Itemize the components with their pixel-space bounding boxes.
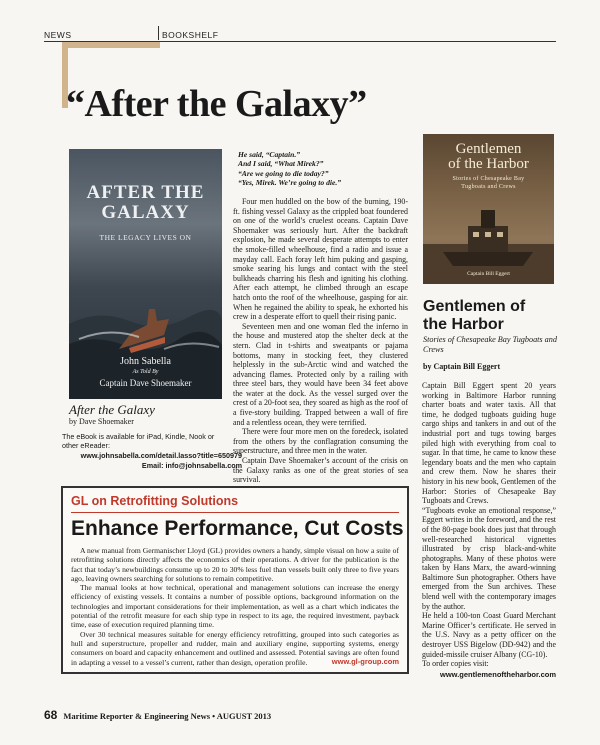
harbor-paragraph: Captain Bill Eggert spent 20 years working in Baltimore Harbor running charter boats and water taxis. All that time, he dodged tugboats guiding huge cargo ships and tankers in and out of the industrial port and tugs towing barges piled high with everything from coal to sugar. In that time, he came to know these legendary boats and the men who captain and crew them. Now he shares their history in his new book, Gentlemen of the Harbor: Stories of Chesapeake Bay Tugboats and Crews. (422, 381, 556, 506)
cover-author1: John Sabella (120, 356, 171, 367)
opening-quote (238, 150, 408, 188)
quote-line: “Yes, Mirek. We’re going to die.” (238, 178, 342, 188)
gl-body (71, 546, 399, 667)
harbor-title-line2: the Harbor (423, 316, 504, 333)
harbor-cover-author: Captain Bill Eggert (467, 271, 510, 277)
article-paragraph: There were four more men on the foredeck, isolated from the others by the conflagration consuming the superstructure, and three men in the water. (233, 427, 408, 456)
quote-line: “Are we going to die today?” (238, 168, 329, 178)
ebook-link[interactable]: www.johnsabella.com/detail.lasso?title=650979 (80, 451, 242, 460)
gl-news-box (61, 486, 409, 674)
harbor-body (422, 381, 556, 679)
gl-kicker: GL on Retrofitting Solutions (71, 494, 239, 508)
harbor-cover-title-line1: Gentlemen (455, 141, 522, 157)
harbor-cover-title-line2: of the Harbor (448, 156, 529, 172)
harbor-link[interactable]: www.gentlemenoftheharbor.com (440, 669, 556, 679)
harbor-paragraph: He held a 100-ton Coast Guard Merchant Marine Officer’s certificate. He served in the U.S. Navy as a petty officer on the destroyer USS Bigelow (DD-942) and the guided-missile cruiser Albany (CG-10). (422, 611, 556, 659)
harbor-author: by Captain Bill Eggert (423, 362, 501, 371)
cover-as-told: As Told By (132, 369, 159, 375)
ebook-note: The eBook is available for iPad, Kindle, Nook or other eReader: (62, 432, 215, 451)
harbor-paragraph: “Tugboats evoke an emotional response,” Eggert writes in the foreword, and the rest of the 80-page book does just that through well-researched historical vignettes illustrated by crisp black-and-white photographs. Many of these photos were taken by Hans Marx, the award-winning Baltimore Sun photographer. Others have emerged from the Sun archives. These blend well with the contemporary images by the author. (422, 505, 556, 611)
cover-title-line1: AFTER THE (86, 182, 205, 203)
article-body (233, 197, 408, 485)
gl-link[interactable]: www.gl-group.com (331, 657, 399, 666)
gl-paragraph: A new manual from Germanischer Lloyd (GL) provides owners a handy, simple visual on how a suite of retrofitting solutions directly affects the economics of their operations. A driver for the publication is the fact that today’s newbuildings consume up to 20 to 30% less fuel than vessels built only three to five years ago, leaving owners searching for solutions to remain competitive. (71, 546, 399, 583)
article-title: “After the Galaxy” (66, 83, 367, 125)
quote-line: And I said, “What Mirek?” (238, 159, 324, 169)
article-paragraph: Four men huddled on the bow of the burning, 190-ft. fishing vessel Galaxy as the crippled boat foundered on one of the world’s cruelest oceans. Captain Dave Shoemaker was seriously hurt. After the backdraft explosion, he made several desperate attempts to enter the smoke-filled wheelhouse, find a radio and issue a mayday call. Each foray left him puking and gasping, smoke searing his lungs and contact with the steel bulkheads charring his flesh and igniting his clothing. After each attempt, he climbed through an escape hatch onto the roof of the wheelhouse, gasping for air. When he regained the ability to speak, he exhorted his crew in a desperate effort to quell their rising panic. (233, 197, 408, 322)
article-paragraph: Captain Dave Shoemaker’s account of the crisis on the Galaxy ranks as one of the great stories of sea survival. (233, 456, 408, 485)
galaxy-caption-title: After the Galaxy (69, 402, 155, 417)
publication-line: Maritime Reporter & Engineering News • AUGUST 2013 (63, 711, 272, 721)
cover-title-line2: GALAXY (101, 202, 190, 223)
quote-line: He said, “Captain.” (238, 150, 301, 159)
galaxy-caption-author: by Dave Shoemaker (69, 417, 134, 426)
header-divider (158, 26, 159, 40)
harbor-title (423, 298, 525, 334)
harbor-cover-sub2: Tugboats and Crews (461, 183, 516, 190)
section-label-news: NEWS (44, 30, 72, 40)
section-label-bookshelf: BOOKSHELF (162, 30, 219, 40)
harbor-cover-sub1: Stories of Chesapeake Bay (452, 176, 525, 182)
gl-paragraph: The manual looks at how technical, operational and management solutions can increase the energy efficiency of existing vessels. It contains a number of possible options, background information on the technologies and important considerations for their implementation, as well as a chart which indicates the potential of the retrofit measure for each ship type in respect to its age, the required investment, payback time, ease of execution required planning time. (71, 583, 399, 630)
after-the-galaxy-cover (69, 149, 222, 399)
accent-bar-horizontal (62, 42, 160, 48)
harbor-title-line1: Gentlemen of (423, 298, 526, 315)
cover-tagline: THE LEGACY LIVES ON (99, 233, 192, 242)
article-paragraph: Seventeen men and one woman fled the inferno in the house and mustered atop the shelter deck at the stern. Clad in t-shirts and sweatpants or pajama bottoms, many in stocking feet, they clustered helplessly in the sub-Arctic wind and watched the advancing flames. Protected only by a railing with three steel bars, they would have been 34 feet above the water at the dock. As the vessel surged over the crest of a 20-foot sea, they soared as high as the roof of a five-story building. Trapped between a wall of fire and a relentless ocean, they were terrified. (233, 321, 408, 427)
cover-author2: Captain Dave Shoemaker (99, 378, 192, 388)
page-footer (44, 708, 271, 722)
gl-headline: Enhance Performance, Cut Costs (71, 517, 404, 540)
harbor-paragraph: To order copies visit: (422, 659, 489, 669)
author-email[interactable]: Email: info@johnsabella.com (141, 461, 242, 470)
harbor-subtitle: Stories of Chesapeake Bay Tugboats and Crews (423, 335, 557, 354)
gl-rule (71, 512, 399, 513)
gentlemen-of-the-harbor-cover (423, 134, 554, 284)
page-number: 68 (44, 708, 58, 722)
gl-paragraph: Over 30 technical measures suitable for energy efficiency retrofitting, grouped into such categories as hull and superstructure, propeller and rudder, main and auxiliary engine, supporting systems, energy consumers on board and capacity enhancement and outlined and assessed. Potential savings are often found in adapting a vessel to a vessel’s current, rather than design, operation profile. (71, 629, 399, 667)
